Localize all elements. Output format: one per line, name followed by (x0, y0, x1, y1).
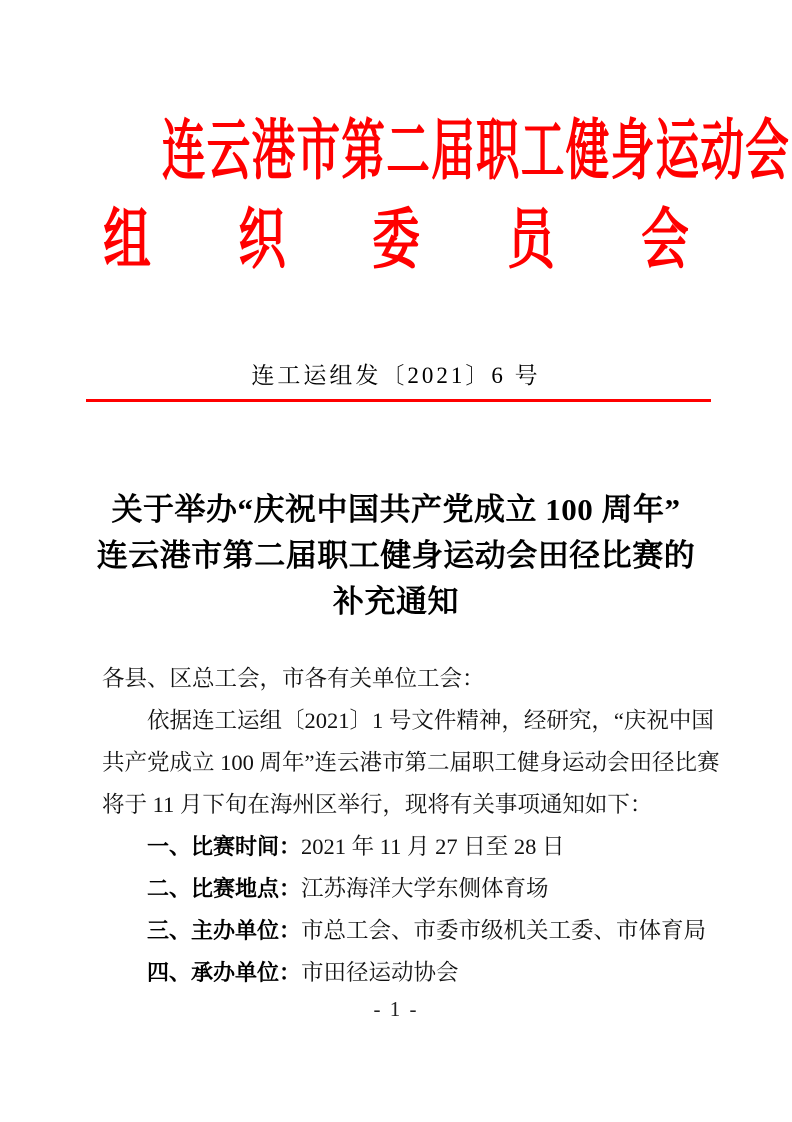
notice-body (102, 658, 720, 994)
letterhead-line1-text: 连云港市第二届职工健身运动会 (161, 115, 791, 188)
notice-title (0, 487, 792, 625)
item-value: 2021 年 11 月 27 日至 28 日 (301, 834, 565, 859)
letterhead-line2 (94, 196, 698, 286)
letterhead-char: 会 (641, 204, 689, 277)
paragraph-line: 将于 11 月下旬在海州区举行，现将有关事项通知如下： (102, 792, 653, 817)
item-label: 一、比赛时间： (147, 834, 302, 859)
item-label: 三、主办单位： (147, 918, 302, 943)
red-divider-line (86, 399, 711, 402)
notice-item (102, 826, 692, 868)
notice-item (102, 868, 692, 910)
page-number: - 1 - (373, 997, 419, 1021)
document-number: 连工运组发〔2021〕6 号 (251, 363, 541, 388)
item-value: 江苏海洋大学东侧体育场 (301, 876, 549, 901)
notice-title-line1: 关于举办“庆祝中国共产党成立 100 周年” (111, 492, 681, 527)
notice-title-line2: 连云港市第二届职工健身运动会田径比赛的 (96, 538, 696, 573)
salutation: 各县、区总工会，市各有关单位工会： (102, 666, 485, 691)
letterhead-char: 组 (103, 204, 151, 277)
notice-item (102, 910, 707, 952)
letterhead-char: 委 (372, 204, 420, 277)
notice-item (102, 952, 692, 994)
item-value: 市总工会、市委市级机关工委、市体育局 (301, 918, 707, 943)
paragraph-line: 依据连工运组〔2021〕1 号文件精神，经研究，“庆祝中国 (147, 708, 714, 733)
item-label: 四、承办单位： (147, 960, 302, 985)
item-value: 市田径运动协会 (301, 960, 459, 985)
letterhead-char: 员 (506, 204, 555, 277)
notice-title-line3: 补充通知 (333, 584, 459, 619)
letterhead-char: 织 (237, 204, 286, 277)
paragraph-line: 共产党成立 100 周年”连云港市第二届职工健身运动会田径比赛 (102, 750, 720, 775)
letterhead-line1 (0, 104, 792, 200)
item-label: 二、比赛地点： (147, 876, 302, 901)
